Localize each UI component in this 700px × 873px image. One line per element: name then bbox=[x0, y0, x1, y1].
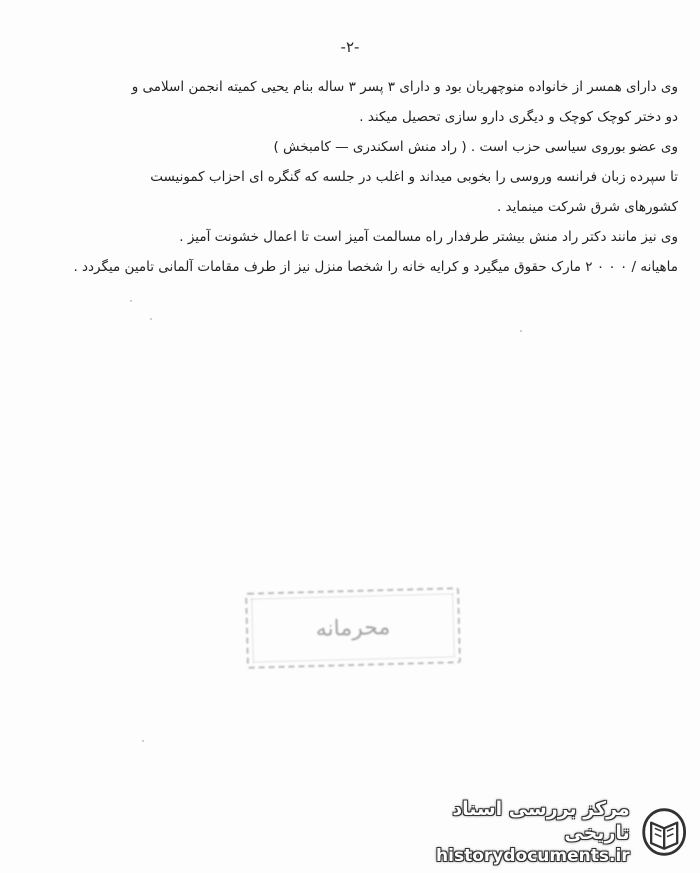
watermark-text-block bbox=[398, 797, 630, 867]
book-logo-icon bbox=[640, 804, 688, 860]
text-line: وی عضو بوروی سیاسی حزب است . ( راد منش اسکندری — کامبخش ) bbox=[273, 139, 678, 155]
stamp-text: محرمانه bbox=[315, 614, 391, 642]
scan-speck bbox=[130, 300, 132, 302]
document-body bbox=[18, 72, 678, 282]
watermark-title: مرکز بررسی اسناد تاریخی bbox=[452, 798, 630, 844]
scan-speck bbox=[142, 740, 144, 742]
classification-stamp bbox=[245, 587, 461, 669]
page-number: -۲- bbox=[340, 38, 360, 56]
text-line: کشورهای شرق شرکت مینماید . bbox=[496, 199, 678, 215]
text-line: تا سپرده زبان فرانسه وروسی را بخوبی میداند و اغلب در جلسه که گنگره ای احزاب کمونیست bbox=[150, 169, 678, 185]
stamp-border bbox=[251, 593, 455, 662]
text-line: وی دارای همسر از خانواده منوچهریان بود و دارای ۳ پسر ۳ ساله بنام یحیی کمیته انجمن اسلامی و bbox=[131, 79, 678, 95]
scan-speck bbox=[520, 330, 522, 332]
scan-speck bbox=[150, 318, 152, 320]
archive-watermark bbox=[398, 798, 688, 866]
text-line: ماهیانه / ۰ ۰ ۰ ۲ مارک حقوق میگیرد و کرایه خانه را شخصا منزل نیز از طرف مقامات آلمانی تامین میگردد . bbox=[73, 259, 678, 275]
text-line: دو دختر کوچک کوچک و دیگری دارو سازی تحصیل میکند . bbox=[359, 109, 678, 125]
text-line: وی نیز مانند دکتر راد منش بیشتر طرفدار راه مسالمت آمیز است تا اعمال خشونت آمیز . bbox=[179, 229, 678, 245]
watermark-url: historydocuments.ir bbox=[436, 846, 630, 866]
